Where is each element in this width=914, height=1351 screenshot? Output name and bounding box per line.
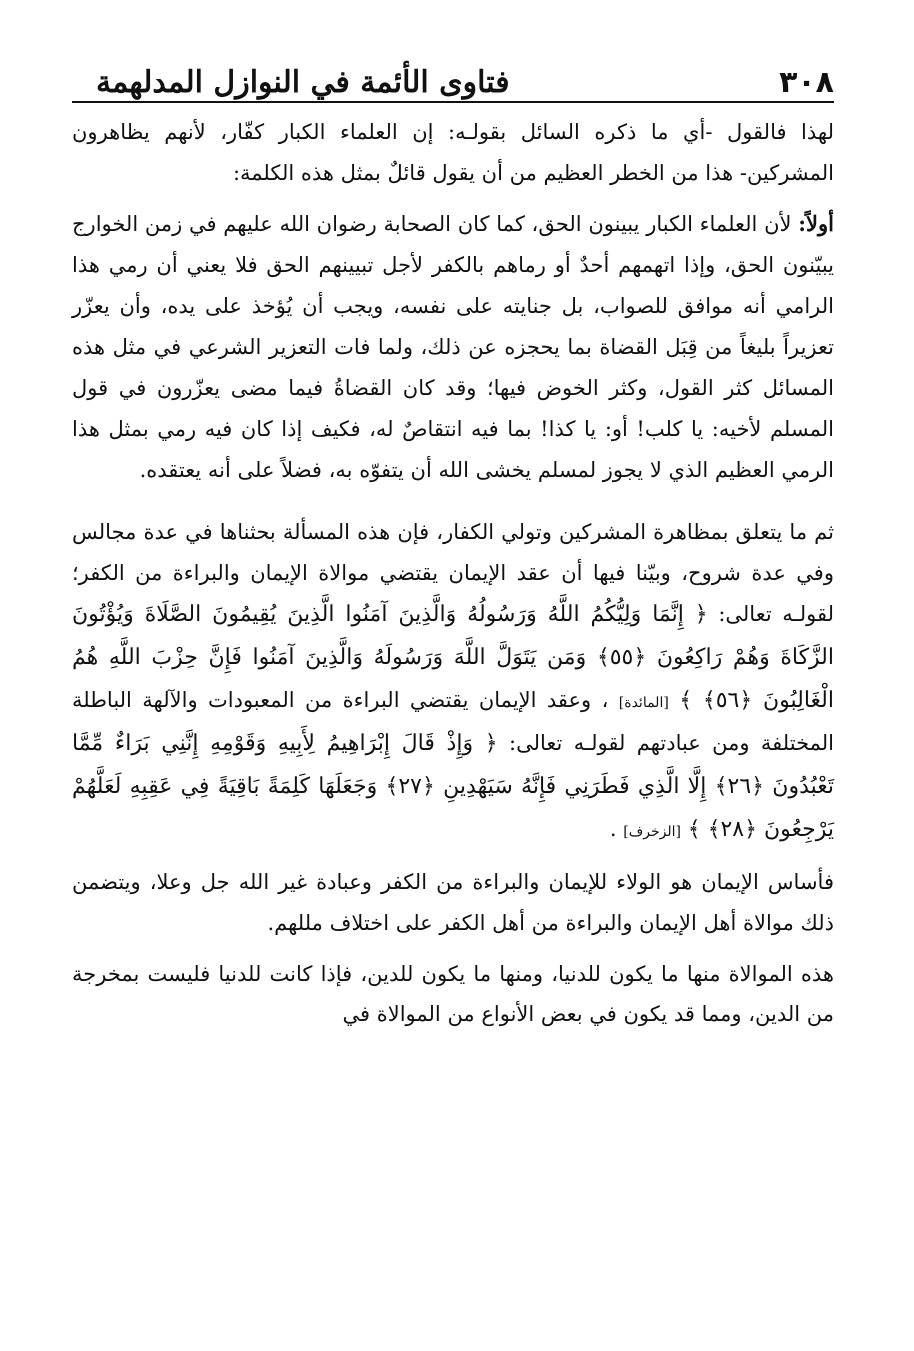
book-title: فتاوى الأئمة في النوازل المدلهمة — [96, 65, 510, 100]
page-body — [72, 112, 834, 1331]
page-header — [72, 48, 834, 104]
paragraph-3 — [72, 512, 834, 851]
paragraph-2-text: لأن العلماء الكبار يبينون الحق، كما كان الصحابة رضوان الله عليهم في زمن الخوارج يبيّنون الحق، وإذا اتهمهم أحدٌ أو رماهم بالكفر لأجل تبيينهم الحق فلا يعني أن رمي هذا الرامي أنه موافق للصواب، بل جنايته على نفسه، ويجب أن يُؤخذ على يده، وأن يعزّر تعزيراً بليغاً من قِبَل القضاة بما يحجزه عن ذلك، ولما فات التعزير الشرعي في مثل هذه المسائل كثر القول، وكثر الخوض فيها؛ وقد كان القضاةُ فيما مضى يعزّرون في قول المسلم لأخيه: يا كلب! أو: يا كذا! بما فيه انتقاصٌ له، فكيف إذا كان فيه رمي بمثل هذا الرمي العظيم الذي لا يجوز لمسلم يخشى الله أن يتفوّه به، فضلاً على أنه يعتقده. — [72, 211, 834, 482]
paragraph-3-intro: ثم ما يتعلق بمظاهرة المشركين وتولي الكفار، فإن هذه المسألة بحثناها في عدة مجالس وفي عدة شروح، وبيّنا فيها أن عقد الإيمان يقتضي موالاة الإيمان والبراءة من الكفر؛ لقولـه تعالى: — [72, 520, 834, 627]
paragraph-2-lead: أولاً: — [798, 210, 834, 236]
quran-verse-zukhruf: ﴿ وَإِذْ قَالَ إِبْرَاهِيمُ لِأَبِيهِ وَقَوْمِهِ إِنَّنِي بَرَاءٌ مِّمَّا تَعْبُدُونَ ﴿٢٦﴾ إِلَّا الَّذِي فَطَرَنِي فَإِنَّهُ سَيَهْدِينِ ﴿٢٧﴾ وَجَعَلَهَا كَلِمَةً بَاقِيَةً فِي عَقِبِهِ لَعَلَّهُمْ يَرْجِعُونَ ﴿٢٨﴾ ﴾ — [72, 730, 834, 842]
paragraph-1: لهذا فالقول -أي ما ذكره السائل بقولـه: إن العلماء الكبار كفّار، لأنهم يظاهرون المشركين- هذا من الخطر العظيم من أن يقول قائلٌ بمثل هذه الكلمة: — [72, 120, 834, 185]
page-number: ٣٠٨ — [779, 65, 834, 100]
header-divider — [72, 101, 834, 103]
paragraph-3-continuation: ، وعقد الإيمان يقتضي البراءة من المعبودات والآلهة الباطلة المختلفة ومن عبادتهم لقولـه تعالى: — [72, 688, 835, 755]
quran-verse-maidah: ﴿ إِنَّمَا وَلِيُّكُمُ اللَّهُ وَرَسُولُهُ وَالَّذِينَ آمَنُوا الَّذِينَ يُقِيمُونَ الصَّلَاةَ وَيُؤْتُونَ الزَّكَاةَ وَهُمْ رَاكِعُونَ ﴿٥٥﴾ وَمَن يَتَوَلَّ اللَّهَ وَرَسُولَهُ وَالَّذِينَ آمَنُوا فَإِنَّ حِزْبَ اللَّهِ هُمُ الْغَالِبُونَ ﴿٥٦﴾ ﴾ — [72, 602, 835, 714]
paragraph-5: هذه الموالاة منها ما يكون للدنيا، ومنها ما يكون للدين، فإذا كانت للدنيا فليست بمخرجة من الدين، ومما قد يكون في بعض الأنواع من الموالاة في — [72, 961, 834, 1027]
paragraph-2 — [72, 204, 834, 491]
verse-reference-zukhruf: [الزخرف] — [623, 823, 681, 840]
verse-reference-maidah: [المائدة] — [618, 695, 669, 712]
paragraph-4: فأساس الإيمان هو الولاء للإيمان والبراءة من الكفر وعبادة غير الله جل وعلا، ويتضمن ذلك موالاة أهل الإيمان والبراءة من أهل الكفر على اختلاف مللهم. — [72, 869, 834, 935]
paragraph-3-end: . — [609, 816, 617, 841]
